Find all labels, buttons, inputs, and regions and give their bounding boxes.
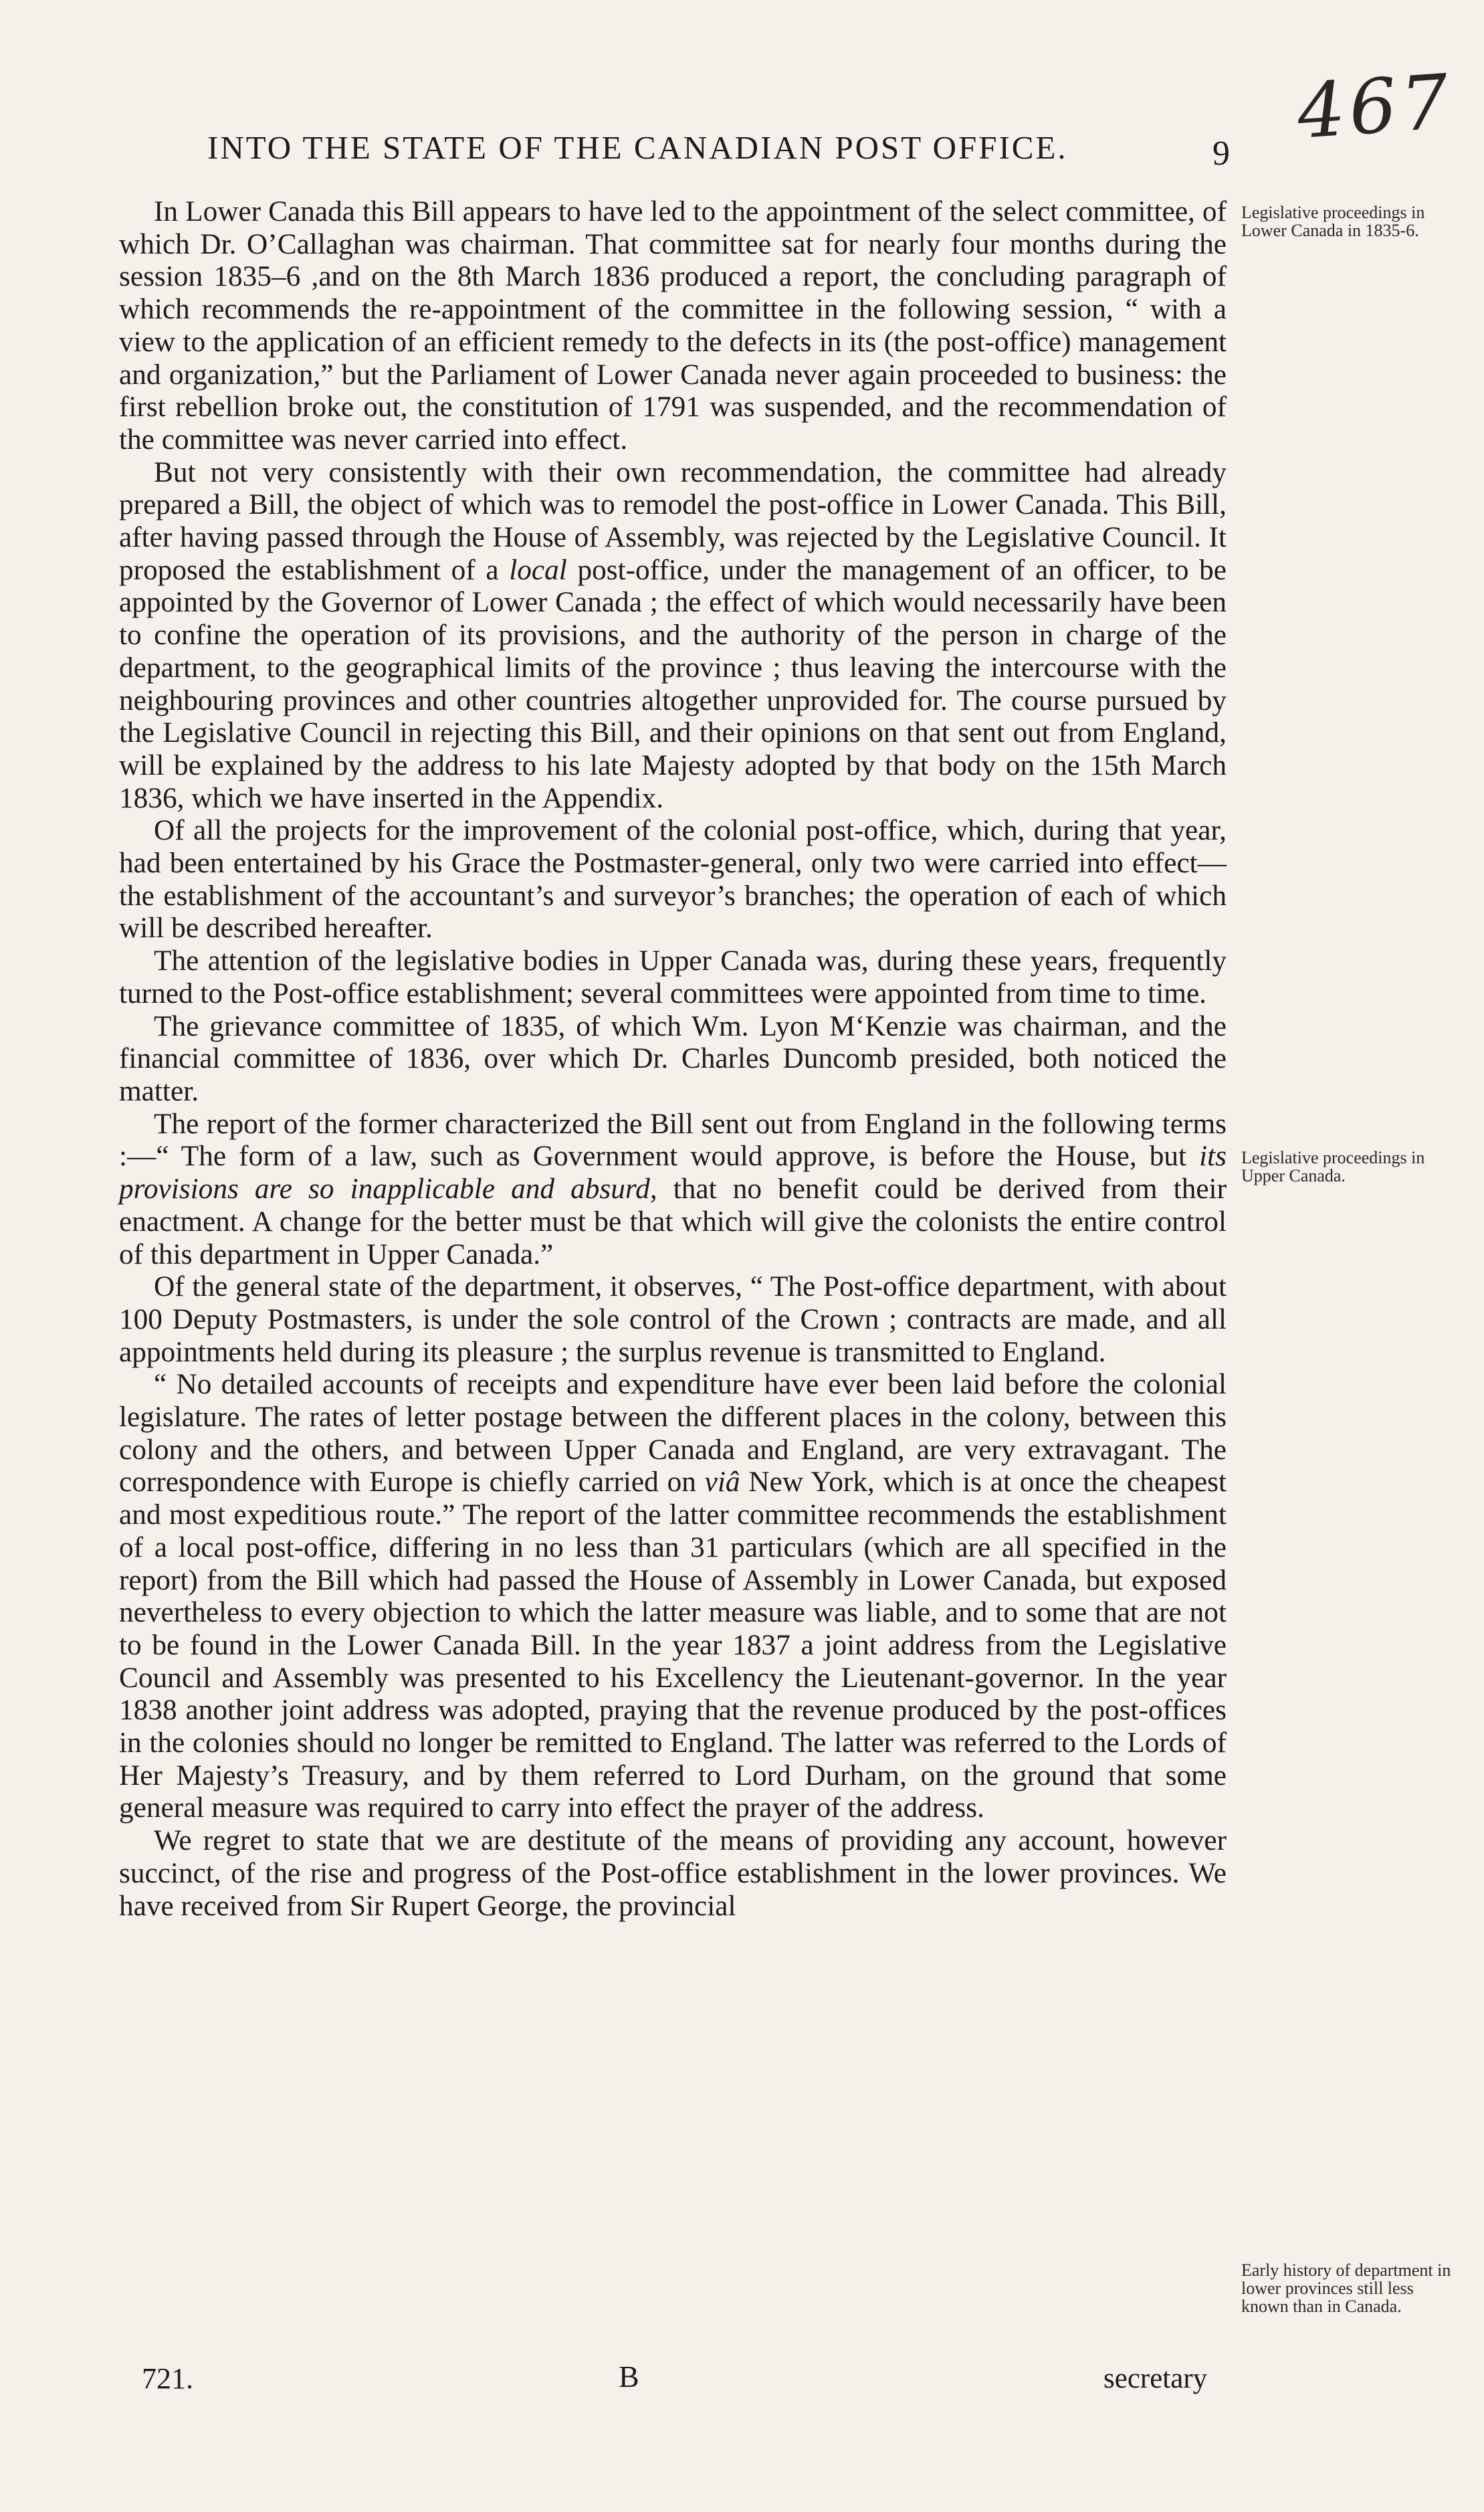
paragraph-former-report: The report of the former characterized the Bill sent out from England in the following terms :—“ The form of a law, such as Government would approve, is before the House, but its provisions are so inapplicable and absurd, that no benefit could be derived from their enactment. A change for the better must be that which will give the colonists the entire control of this department in Upper Canada.” [119,1107,1227,1270]
page-number: 9 [1212,134,1230,173]
signature-mark: B [619,2359,639,2394]
sheet-number: 721. [142,2362,193,2395]
paragraph-lower-canada-committee: In Lower Canada this Bill appears to have led to the appointment of the select committee, of which Dr. O’Callaghan was chairman. That committee sat for nearly four months during the session 1835–6 ,and on the 8th March 1836 produced a report, the concluding paragraph of which recommends the re-appointment of the committee in the following session, “ with a view to the application of an efficient remedy to the defects in its (the post-office) management and organization,” but the Parliament of Lower Canada never again proceeded to business: the first rebellion broke out, the constitution of 1791 was suspended, and the recommendation of the committee was never carried into effect. [119,195,1227,456]
paragraph-early-history: We regret to state that we are destitute of the means of providing any account, however succinct, of the rise and progress of the Post-office establishment in the lower provinces. We have received from Sir Rupert George, the provincial [119,1824,1227,1922]
running-title: INTO THE STATE OF THE CANADIAN POST OFFICE. [207,129,1068,166]
paragraph-upper-canada: The attention of the legislative bodies in Upper Canada was, during these years, frequently turned to the Post-office establishment; several committees were appointed from time to time. [119,945,1227,1009]
marginal-note-lower-canada: Legislative proceedings in Lower Canada in 1835-6. [1241,203,1425,240]
emphasis-provisions: its provisions are so inapplicable and absurd, [119,1140,1227,1205]
marginal-note-upper-canada: Legislative proceedings in Upper Canada. [1241,1148,1425,1185]
paragraph-general-state: Of the general state of the department, it observes, “ The Post-office department, with about 100 Deputy Postmasters, is under the sole control of the Crown ; contracts are made, and all appointments held during its pleasure ; the surplus revenue is transmitted to England. [119,1270,1227,1368]
body-text [119,195,1227,1922]
handwritten-folio-number: 467 [1294,58,1456,156]
paragraph-projects: Of all the projects for the improvement of the colonial post-office, which, during that year, had been entertained by his Grace the Postmaster-general, only two were carried into effect—the establishment of the accountant’s and surveyor’s branches; the operation of each of which will be described hereafter. [119,814,1227,945]
marginal-note-early-history: Early history of department in lower provinces still less known than in Canada. [1241,2260,1451,2316]
paragraph-grievance-committee: The grievance committee of 1835, of which Wm. Lyon M‘Kenzie was chairman, and the financial committee of 1836, over which Dr. Charles Duncomb presided, both noticed the matter. [119,1009,1227,1107]
paragraph-bill-rejected: But not very consistently with their own recommendation, the committee had already prepared a Bill, the object of which was to remodel the post-office in Lower Canada. This Bill, after having passed through the House of Assembly, was rejected by the Legislative Council. It proposed the establishment of a local post-office, under the management of an officer, to be appointed by the Governor of Lower Canada ; the effect of which would necessarily have been to confine the operation of its provisions, and the authority of the person in charge of the department, to the geographical limits of the province ; thus leaving the intercourse with the neighbouring provinces and other countries altogether unprovided for. The course pursued by the Legislative Council in rejecting this Bill, and their opinions on that sent out from England, will be explained by the address to his late Majesty adopted by that body on the 15th March 1836, which we have inserted in the Appendix. [119,456,1227,814]
emphasis-local: local [509,553,567,586]
paragraph-no-detailed-accounts: “ No detailed accounts of receipts and expenditure have ever been laid before the colonial legislature. The rates of letter postage between the different places in the colony, between this colony and the others, and between Upper Canada and England, are very extravagant. The correspondence with Europe is chiefly carried on viâ New York, which is at once the cheapest and most expeditious route.” The report of the latter committee recommends the establishment of a local post-office, differing in no less than 31 particulars (which are all specified in the report) from the Bill which had passed the House of Assembly in Lower Canada, but exposed nevertheless to every objection to which the latter measure was liable, and to some that are not to be found in the Lower Canada Bill. In the year 1837 a joint address from the Legislative Council and Assembly was presented to his Excellency the Lieutenant-governor. In the year 1838 another joint address was adopted, praying that the revenue produced by the post-offices in the colonies should no longer be remitted to England. The latter was referred to the Lords of Her Majesty’s Treasury, and by them referred to Lord Durham, on the ground that some general measure was required to carry into effect the prayer of the address. [119,1368,1227,1824]
emphasis-via: viâ [704,1466,740,1499]
catchword: secretary [1103,2363,1208,2394]
